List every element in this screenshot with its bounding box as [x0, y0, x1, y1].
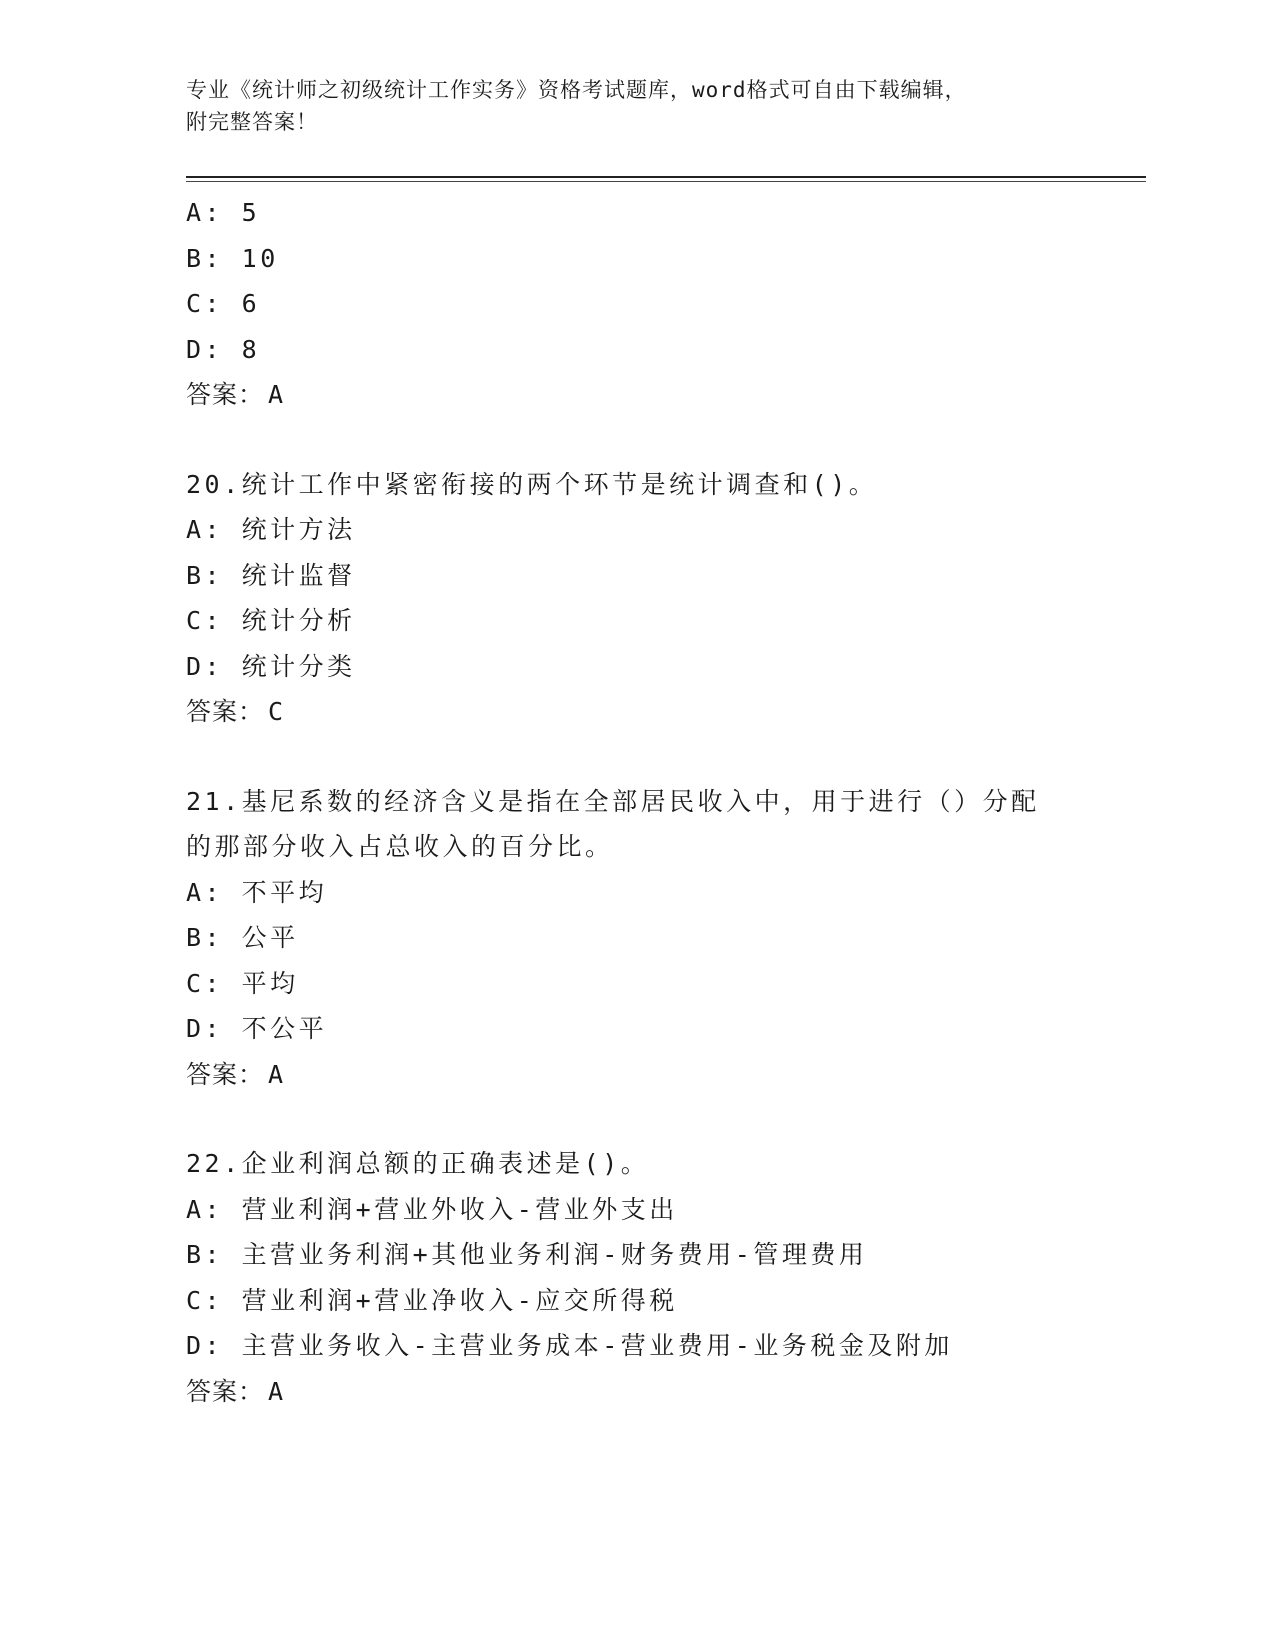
option-b: B: 10 — [186, 243, 279, 273]
option-c: C: 统计分析 — [186, 606, 356, 635]
option-c: C: 营业利润+营业净收入-应交所得税 — [186, 1285, 678, 1315]
option-c: C: 6 — [186, 289, 261, 318]
option-a: A: 5 — [186, 198, 261, 227]
option-b: B: 主营业务利润+其他业务利润-财务费用-管理费用 — [186, 1240, 868, 1269]
option-a: A: 不平均 — [186, 877, 328, 907]
question-block-20 — [186, 462, 1126, 735]
option-d: D: 不公平 — [186, 1014, 328, 1043]
question-block-22 — [186, 1141, 1126, 1414]
option-d: D: 主营业务收入-主营业务成本-营业费用-业务税金及附加 — [186, 1331, 953, 1360]
option-a: A: 营业利润+营业外收入-营业外支出 — [186, 1194, 678, 1224]
page-header: 专业《统计师之初级统计工作实务》资格考试题库，word格式可自由下载编辑， 附完整答案！ — [186, 78, 967, 134]
option-d: D: 统计分类 — [186, 651, 356, 681]
option-d: D: 8 — [186, 334, 261, 364]
answer-line: 答案： A — [186, 380, 285, 409]
answer-line: 答案： A — [186, 1059, 285, 1089]
option-c: C: 平均 — [186, 968, 299, 998]
option-a: A: 统计方法 — [186, 515, 356, 544]
answer-line: 答案： C — [186, 697, 285, 726]
header-divider-thick — [186, 176, 1146, 178]
answer-line: 答案： A — [186, 1376, 285, 1406]
option-b: B: 统计监督 — [186, 560, 356, 590]
option-b: B: 公平 — [186, 923, 299, 952]
question-text: 22.企业利润总额的正确表述是()。 — [186, 1149, 650, 1178]
header-divider-thin — [186, 181, 1146, 182]
question-block-21 — [186, 779, 1126, 1098]
question-block-19 — [186, 190, 1126, 418]
question-list — [186, 190, 1126, 1414]
question-text: 20.统计工作中紧密衔接的两个环节是统计调查和()。 — [186, 469, 878, 499]
question-text: 21.基尼系数的经济含义是指在全部居民收入中，用于进行（）分配的那部分收入占总收入的百分比。 — [186, 786, 1040, 861]
